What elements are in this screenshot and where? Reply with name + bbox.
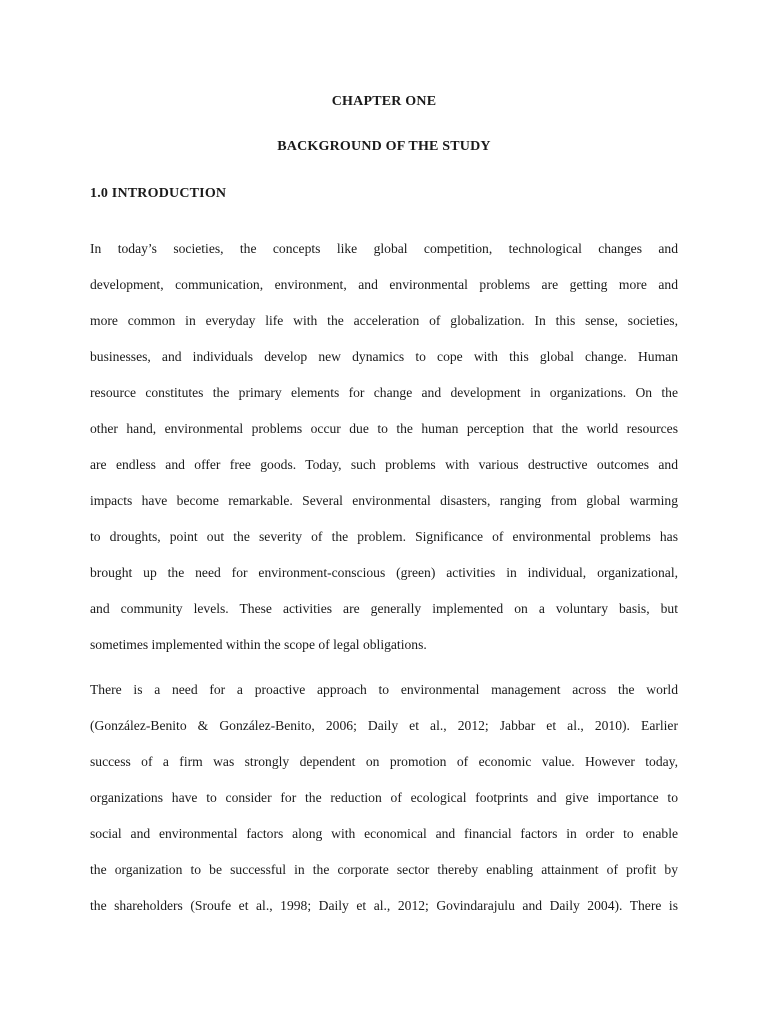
text-line: impacts have become remarkable. Several environmental disasters, ranging from global warming bbox=[90, 493, 678, 508]
text-line: to droughts, point out the severity of the problem. Significance of environmental problems has bbox=[90, 529, 678, 544]
chapter-title: CHAPTER ONE bbox=[331, 94, 437, 109]
text-line: are endless and offer free goods. Today, such problems with various destructive outcomes and bbox=[90, 457, 678, 472]
body-text bbox=[90, 231, 678, 924]
text-line: and community levels. These activities are generally implemented on a voluntary basis, but bbox=[90, 601, 678, 616]
text-line: organizations have to consider for the reduction of ecological footprints and give importance to bbox=[90, 790, 678, 805]
text-line: brought up the need for environment-conscious (green) activities in individual, organizational, bbox=[90, 565, 678, 580]
text-line: social and environmental factors along with economical and financial factors in order to enable bbox=[90, 826, 678, 841]
text-line: development, communication, environment, and environmental problems are getting more and bbox=[90, 277, 678, 292]
text-line: businesses, and individuals develop new dynamics to cope with this global change. Human bbox=[90, 349, 678, 364]
text-line: sometimes implemented within the scope of legal obligations. bbox=[90, 637, 427, 652]
text-line: the shareholders (Sroufe et al., 1998; Daily et al., 2012; Govindarajulu and Daily 2004). There is bbox=[90, 898, 678, 913]
text-line: more common in everyday life with the acceleration of globalization. In this sense, societies, bbox=[90, 313, 678, 328]
section-title: BACKGROUND OF THE STUDY bbox=[277, 139, 491, 154]
text-line: the organization to be successful in the corporate sector thereby enabling attainment of profit by bbox=[90, 862, 678, 877]
subsection-title: 1.0 INTRODUCTION bbox=[90, 186, 227, 201]
text-line: other hand, environmental problems occur due to the human perception that the world resources bbox=[90, 421, 678, 436]
text-line: There is a need for a proactive approach to environmental management across the world bbox=[90, 682, 678, 697]
paragraph bbox=[90, 231, 678, 663]
text-line: In today’s societies, the concepts like global competition, technological changes and bbox=[90, 241, 678, 256]
text-line: (González-Benito & González-Benito, 2006; Daily et al., 2012; Jabbar et al., 2010). Earlier bbox=[90, 718, 678, 733]
paragraph bbox=[90, 672, 678, 924]
text-line: success of a firm was strongly dependent on promotion of economic value. However today, bbox=[90, 754, 678, 769]
text-line: resource constitutes the primary elements for change and development in organizations. On the bbox=[90, 385, 678, 400]
